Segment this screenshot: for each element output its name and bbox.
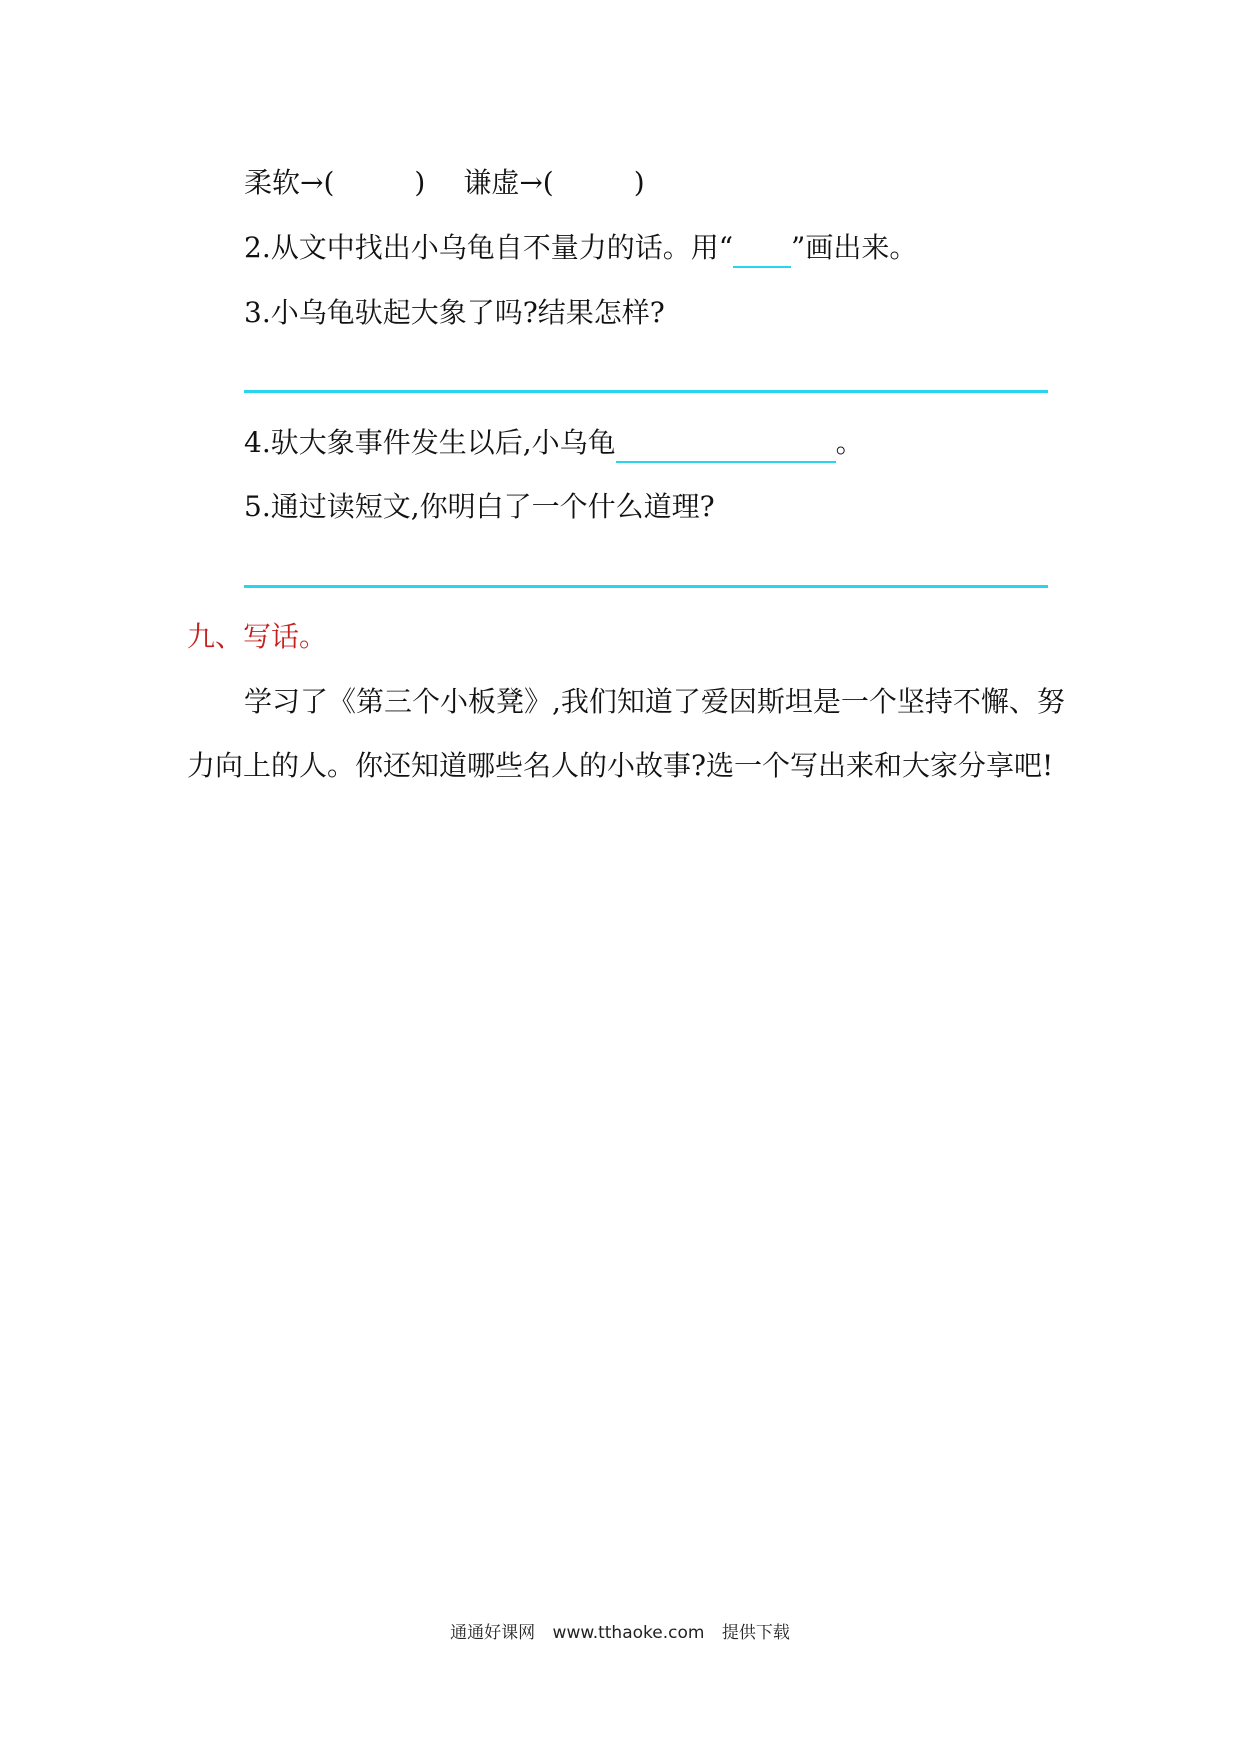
q4-text-after: 。: [835, 426, 864, 459]
q5-answer-line[interactable]: [244, 585, 1048, 588]
q1-close2: ): [633, 166, 645, 199]
q3-answer-line[interactable]: [244, 390, 1048, 393]
question-5: [244, 487, 715, 527]
question-3: [244, 293, 665, 333]
section-9-paragraph-line1: 学习了《第三个小板凳》,我们知道了爱因斯坦是一个坚持不懈、努: [244, 685, 1065, 718]
q2-text-before: 2.从文中找出小乌龟自不量力的话。用“: [244, 231, 734, 264]
q3-text: 3.小乌龟驮起大象了吗?结果怎样?: [244, 296, 665, 329]
q1-word1: 柔软→(: [244, 166, 335, 199]
q1-word2: 谦虚→(: [463, 166, 554, 199]
q1-antonym-line: [244, 163, 645, 203]
footer-note: 提供下载: [721, 1623, 790, 1643]
q4-answer-blank[interactable]: [616, 431, 836, 463]
q4-text-before: 4.驮大象事件发生以后,小乌龟: [244, 426, 616, 459]
q1-close1: ): [414, 166, 426, 199]
section-9-paragraph-line2: 力向上的人。你还知道哪些名人的小故事?选一个写出来和大家分享吧!: [187, 749, 1054, 782]
q2-underline-sample: [733, 236, 791, 268]
page-footer: [0, 1618, 1240, 1643]
q2-text-after: ”画出来。: [791, 231, 918, 264]
footer-url[interactable]: www.tthaoke.com: [552, 1623, 705, 1643]
q5-text: 5.通过读短文,你明白了一个什么道理?: [244, 490, 715, 523]
question-4: [244, 423, 864, 463]
question-2: [244, 228, 917, 268]
section-9-title: 九、写话。: [187, 620, 328, 653]
footer-site-name: 通通好课网: [450, 1623, 536, 1643]
